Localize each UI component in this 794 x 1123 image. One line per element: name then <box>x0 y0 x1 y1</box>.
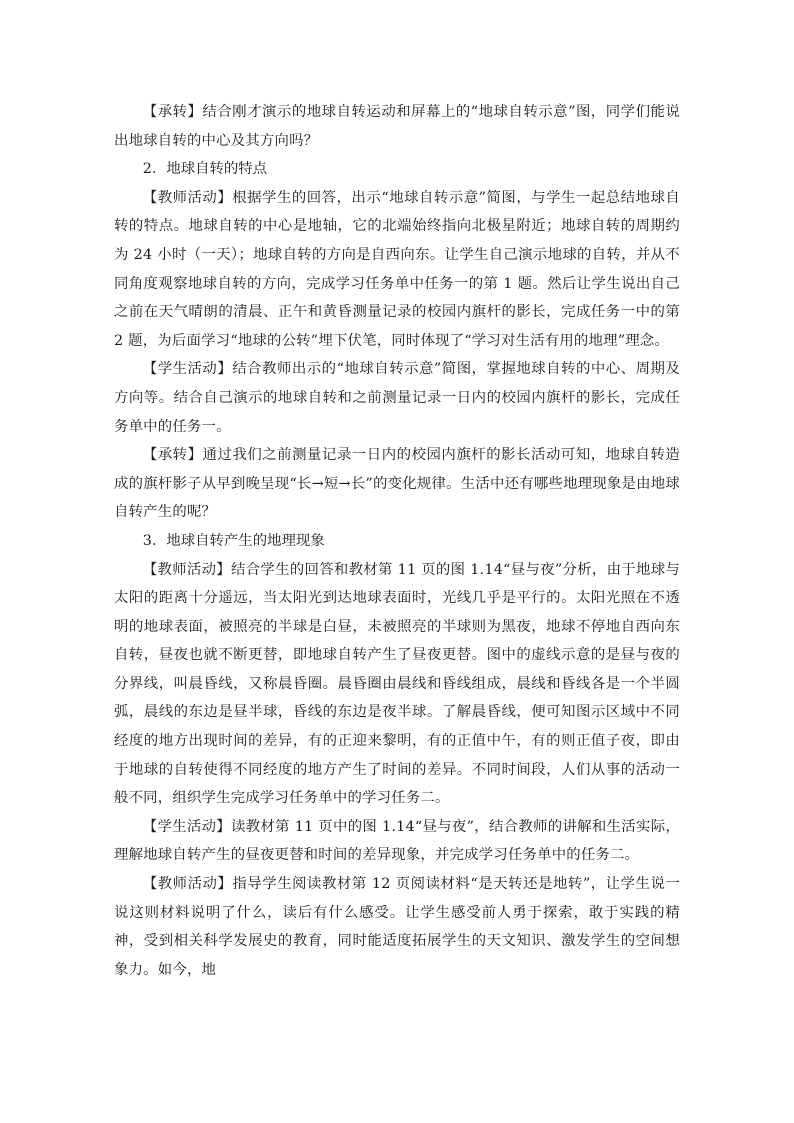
paragraph-teacher-activity-2: 【教师活动】结合学生的回答和教材第 11 页的图 1.14“昼与夜”分析，由于地球与太阳的距离十分遥远，当太阳光到达地球表面时，光线几乎是平行的。太阳光照在不透明的地球表面，被照亮的半球是白昼，未被照亮的半球则为黑夜，地球不停地自西向东自转，昼夜也就不断更替，即地球自转产生了昼夜更替。图中的虚线示意的是昼与夜的分界线，叫晨昏线，又称晨昏圈。晨昏圈由晨线和昏线组成，晨线和昏线各是一个半圆弧，晨线的东边是昼半球，昏线的东边是夜半球。了解晨昏线，便可知图示区域中不同经度的地方出现时间的差异，有的正迎来黎明，有的正值中午，有的则正值子夜，即由于地球的自转使得不同经度的地方产生了时间的差异。不同时间段，人们从事的活动一般不同，组织学生完成学习任务单中的学习任务二。 <box>114 561 680 807</box>
paragraph-student-activity-2: 【学生活动】读教材第 11 页中的图 1.14“昼与夜”，结合教师的讲解和生活实际，理解地球自转产生的昼夜更替和时间的差异现象，并完成学习任务单中的任务二。 <box>114 818 680 864</box>
paragraph-teacher-activity-3: 【教师活动】指导学生阅读教材第 12 页阅读材料“是天转还是地转”，让学生说一说这则材料说明了什么，读后有什么感受。让学生感受前人勇于探索，敢于实践的精神，受到相关科学发展史的教育，同时能适度拓展学生的天文知识、激发学生的空间想象力。如今，地 <box>114 876 680 978</box>
section-heading-2: 2．地球自转的特点 <box>142 161 268 178</box>
paragraph-transition-1: 【承转】结合刚才演示的地球自转运动和屏幕上的“地球自转示意”图，同学们能说出地球自转的中心及其方向吗？ <box>114 104 680 149</box>
paragraph-student-activity-1: 【学生活动】结合教师出示的“地球自转示意”简图，掌握地球自转的中心、周期及方向等。结合自己演示的地球自转和之前测量记录一日内的校园内旗杆的影长，完成任务单中的任务一。 <box>114 361 680 435</box>
paragraph-teacher-activity-1: 【教师活动】根据学生的回答，出示“地球自转示意”简图，与学生一起总结地球自转的特点。地球自转的中心是地轴，它的北端始终指向北极星附近；地球自转的周期约为 24 小时（一天）；地球自转的方向是自西向东。让学生自己演示地球的自转，并从不同角度观察地球自转的方向，完成学习任务单中任务一的第 1 题。然后让学生说出自己之前在天气晴朗的清晨、正午和黄昏测量记录的校园内旗杆的影长，完成任务一中的第 2 题，为后面学习“地球的公转”埋下伏笔，同时体现了“学习对生活有用的地理”理念。 <box>114 189 680 349</box>
section-heading-3: 3．地球自转产生的地理现象 <box>142 532 325 549</box>
paragraph-transition-2: 【承转】通过我们之前测量记录一日内的校园内旗杆的影长活动可知，地球自转造成的旗杆影子从早到晚呈现“长→短→长”的变化规律。生活中还有哪些地理现象是由地球自转产生的呢？ <box>114 447 680 521</box>
